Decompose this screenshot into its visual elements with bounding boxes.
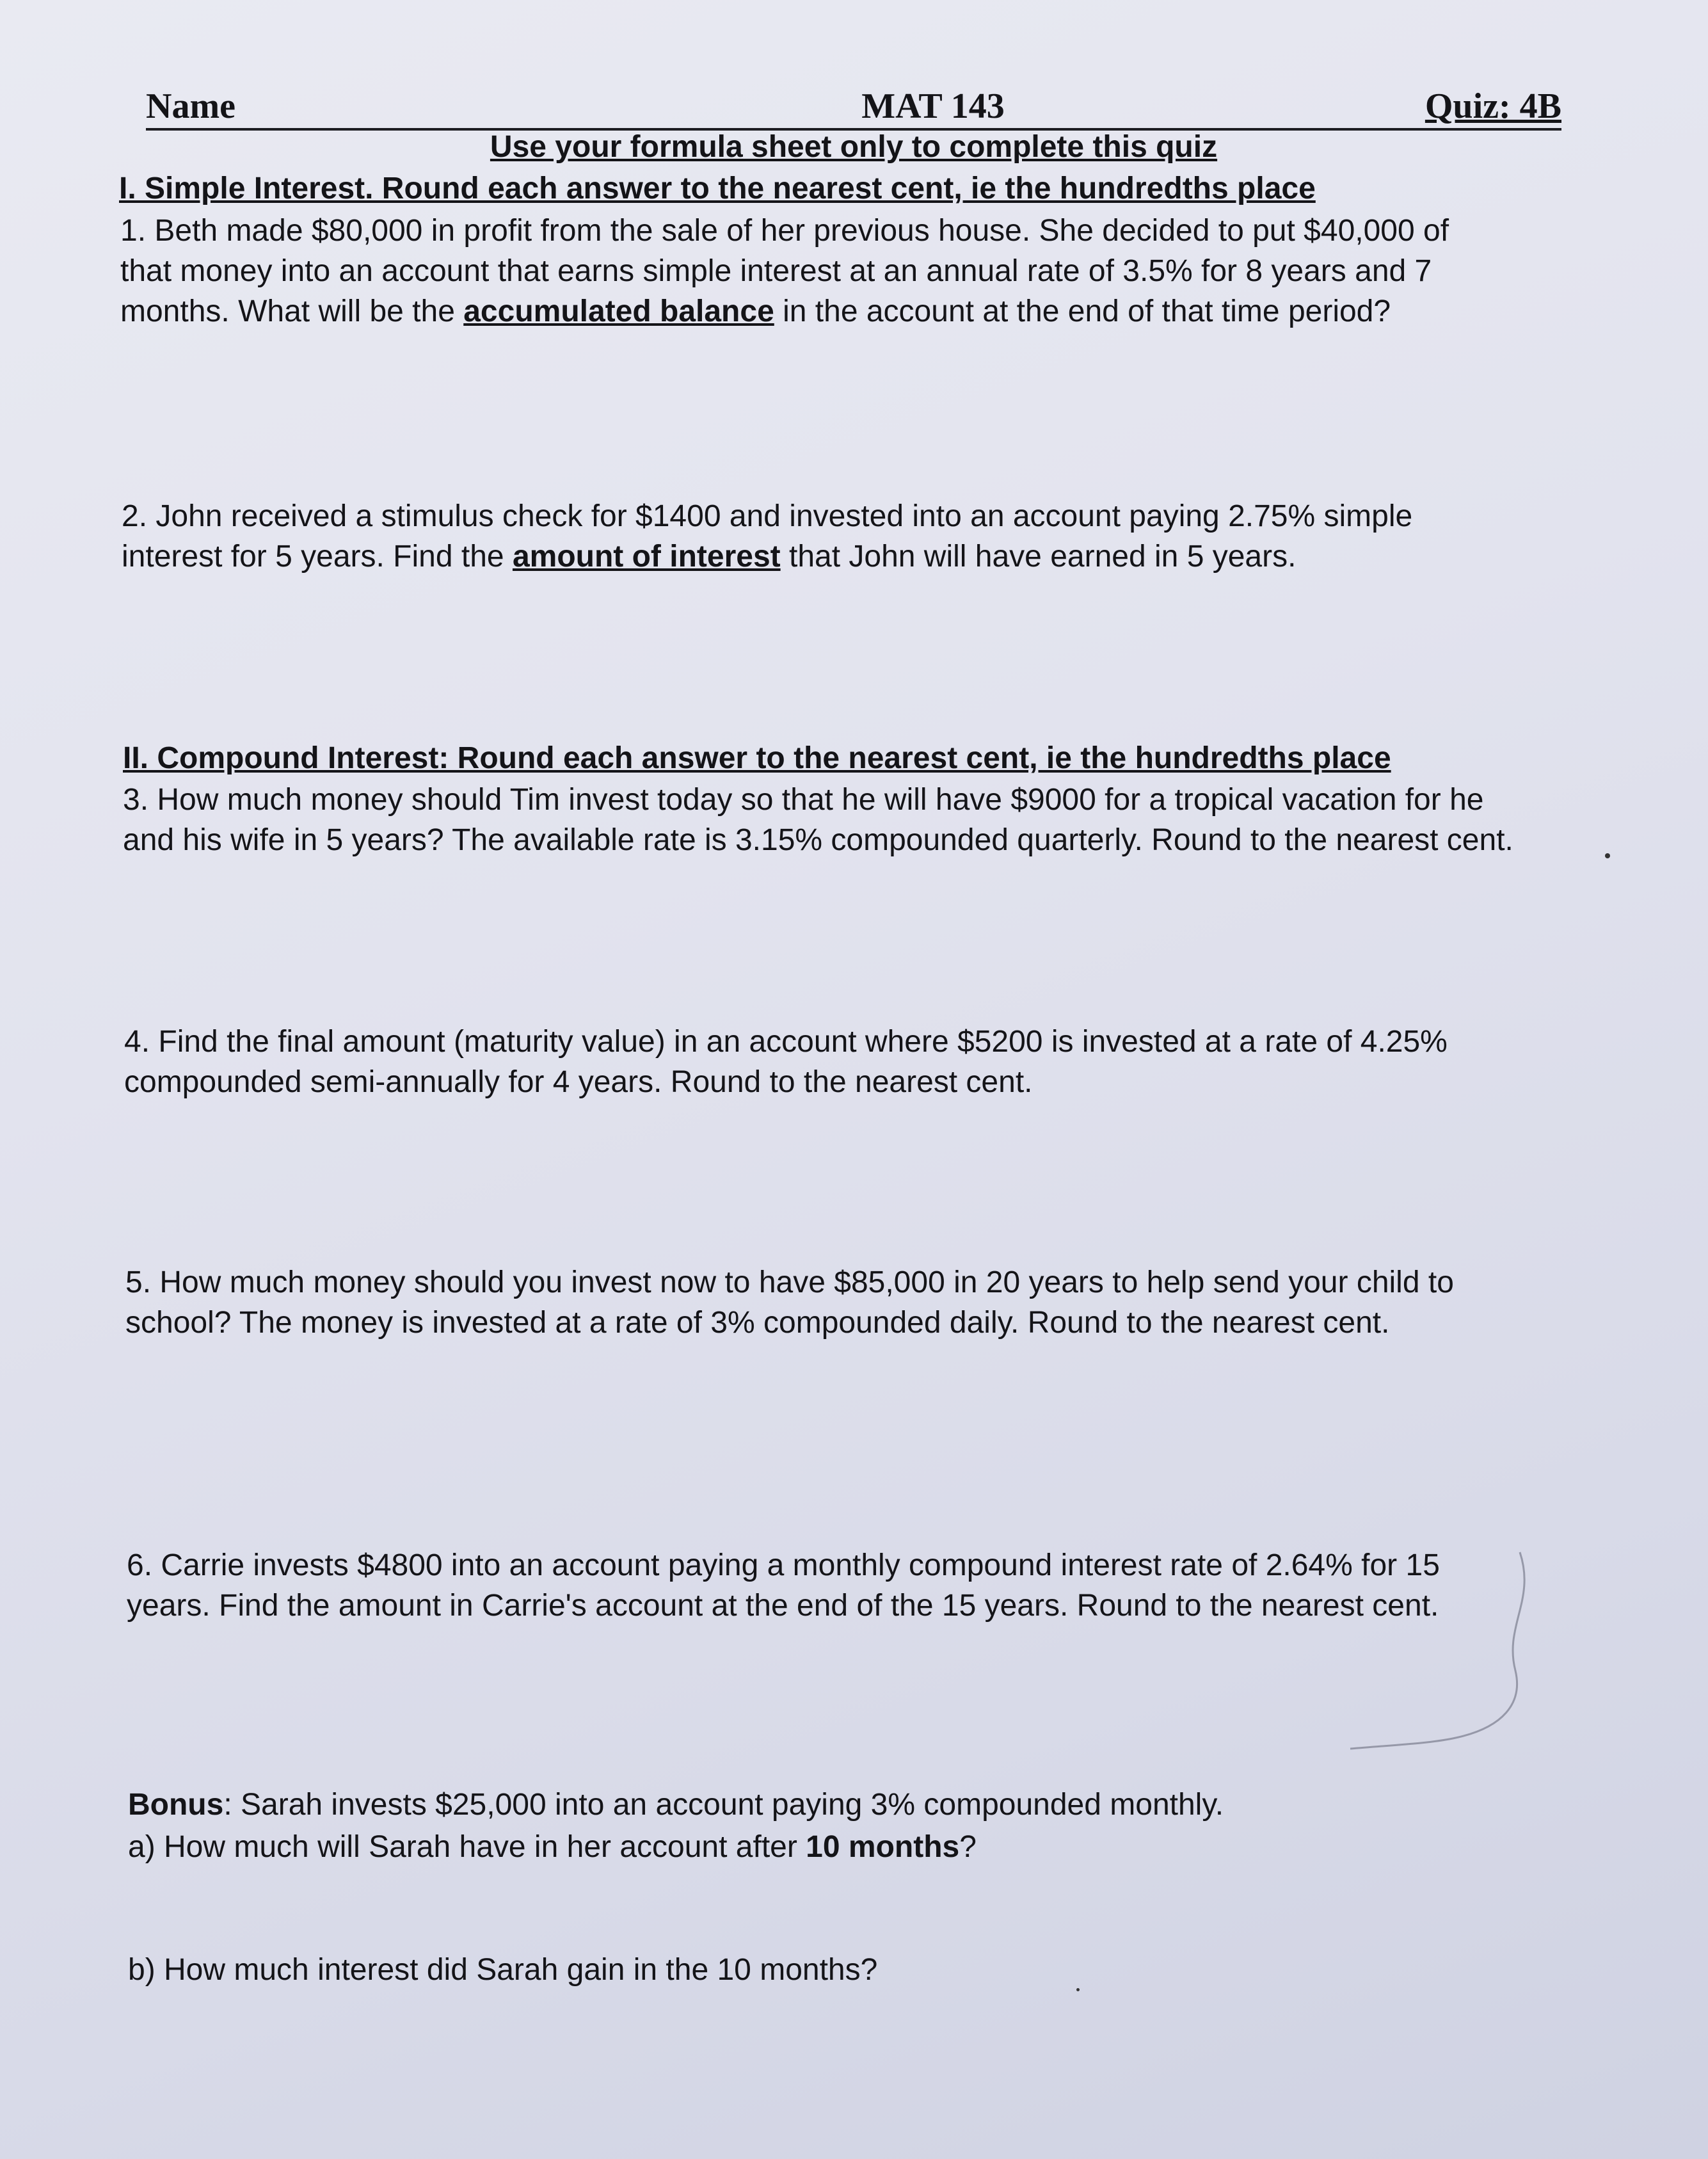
bonus-text: : Sarah invests $25,000 into an account paying 3% compounded monthly. xyxy=(223,1788,1224,1822)
q1-line-1: 1. Beth made $80,000 in profit from the sale of her previous house. She decided to put $40,000 of xyxy=(120,214,1449,248)
bonus-a-pre: a) How much will Sarah have in her account after xyxy=(128,1830,806,1864)
stray-mark xyxy=(1076,1988,1080,1991)
q5-line-1: 5. How much money should you invest now to have $85,000 in 20 years to help send your child to xyxy=(125,1265,1454,1299)
q1-emphasis: accumulated balance xyxy=(463,294,774,328)
section-1-title: I. Simple Interest. Round each answer to the nearest cent, ie the hundredths place xyxy=(119,172,1316,205)
q4-line-1: 4. Find the final amount (maturity value) in an account where $5200 is invested at a rate of 4.25% xyxy=(124,1025,1448,1059)
q2-line-1: 2. John received a stimulus check for $1400 and invested into an account paying 2.75% simple xyxy=(122,499,1413,533)
bonus-a-post: ? xyxy=(959,1830,977,1864)
bonus-part-a xyxy=(128,1829,977,1865)
q2-line-2 xyxy=(122,539,1296,574)
quiz-header xyxy=(146,77,1561,131)
stray-mark xyxy=(1605,853,1610,858)
q1-line-3-post: in the account at the end of that time period? xyxy=(774,294,1391,328)
bonus-a-emphasis: 10 months xyxy=(806,1830,960,1864)
q3-line-1: 3. How much money should Tim invest today so that he will have $9000 for a tropical vacation for he xyxy=(123,783,1484,817)
bonus-part-b: b) How much interest did Sarah gain in the 10 months? xyxy=(128,1953,878,1987)
pencil-scribble xyxy=(1344,1549,1536,1767)
q6-line-2: years. Find the amount in Carrie's account at the end of the 15 years. Round to the nearest cent. xyxy=(127,1589,1439,1623)
q4-line-2: compounded semi-annually for 4 years. Round to the nearest cent. xyxy=(124,1065,1033,1099)
q2-line-2-pre: interest for 5 years. Find the xyxy=(122,540,513,574)
q2-emphasis: amount of interest xyxy=(512,540,781,574)
section-2-title: II. Compound Interest: Round each answer to the nearest cent, ie the hundredths place xyxy=(123,741,1391,775)
q1-line-3 xyxy=(120,294,1391,329)
bonus-label: Bonus xyxy=(128,1788,224,1822)
name-label: Name xyxy=(146,86,235,126)
instruction: Use your formula sheet only to complete this quiz xyxy=(490,130,1218,164)
bonus-intro xyxy=(128,1787,1224,1822)
course-code: MAT 143 xyxy=(861,86,1005,126)
quiz-id: Quiz: 4B xyxy=(1425,86,1561,126)
q3-line-2: and his wife in 5 years? The available rate is 3.15% compounded quarterly. Round to the nearest cent. xyxy=(123,823,1513,857)
q5-line-2: school? The money is invested at a rate of 3% compounded daily. Round to the nearest cent. xyxy=(125,1306,1390,1340)
q6-line-1: 6. Carrie invests $4800 into an account paying a monthly compound interest rate of 2.64% for 15 xyxy=(127,1548,1440,1582)
q1-line-3-pre: months. What will be the xyxy=(120,294,464,328)
q2-line-2-post: that John will have earned in 5 years. xyxy=(780,540,1297,574)
q1-line-2: that money into an account that earns simple interest at an annual rate of 3.5% for 8 years and 7 xyxy=(120,254,1432,288)
